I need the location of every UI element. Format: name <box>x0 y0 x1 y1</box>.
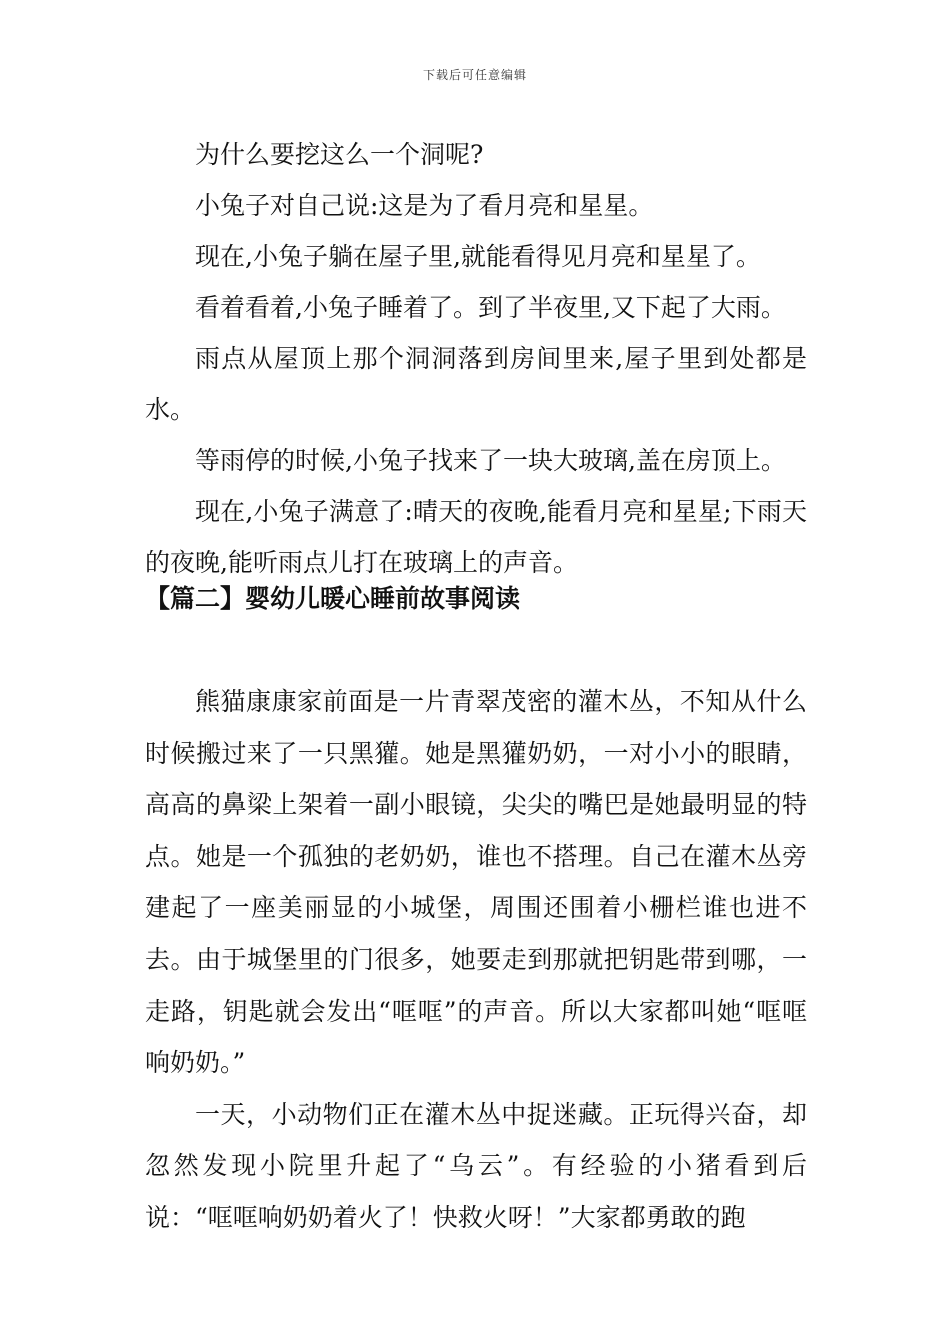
paragraph: 小兔子对自己说:这是为了看月亮和星星。 <box>195 191 654 220</box>
paragraph: 一天，小动物们正在灌木丛中捉迷藏。正玩得兴奋，却忽然发现小院里升起了“乌云”。有经验的小猪看到后说：“哐哐响奶奶着火了！快救火呀！”大家都勇敢的跑 <box>145 1099 807 1232</box>
paragraph: 雨点从屋顶上那个洞洞落到房间里来,屋子里到处都是水。 <box>145 344 807 424</box>
page-header: 下载后可任意编辑 <box>422 68 527 82</box>
story-part-one <box>145 129 807 588</box>
paragraph: 熊猫康康家前面是一片青翠茂密的灌木丛，不知从什么时候搬过来了一只黑獾。她是黑獾奶奶，一对小小的眼睛，高高的鼻梁上架着一副小眼镜，尖尖的嘴巴是她最明显的特点。她是一个孤独的老奶奶，谁也不搭理。自己在灌木丛旁建起了一座美丽显的小城堡，周围还围着小栅栏谁也进不去。由于城堡里的门很多，她要走到那就把钥匙带到哪，一走路，钥匙就会发出“哐哐”的声音。所以大家都叫她“哐哐响奶奶。” <box>145 687 807 1078</box>
section-heading: 【篇二】婴幼儿暖心睡前故事阅读 <box>145 584 521 613</box>
paragraph: 看着看着,小兔子睡着了。到了半夜里,又下起了大雨。 <box>195 293 786 322</box>
story-part-two <box>145 676 807 1244</box>
paragraph: 为什么要挖这么一个洞呢? <box>195 140 484 169</box>
paragraph: 现在,小兔子满意了:晴天的夜晚,能看月亮和星星;下雨天的夜晚,能听雨点儿打在玻璃上的声音。 <box>145 497 807 577</box>
paragraph: 等雨停的时候,小兔子找来了一块大玻璃,盖在房顶上。 <box>195 446 786 475</box>
paragraph: 现在,小兔子躺在屋子里,就能看得见月亮和星星了。 <box>195 242 761 271</box>
